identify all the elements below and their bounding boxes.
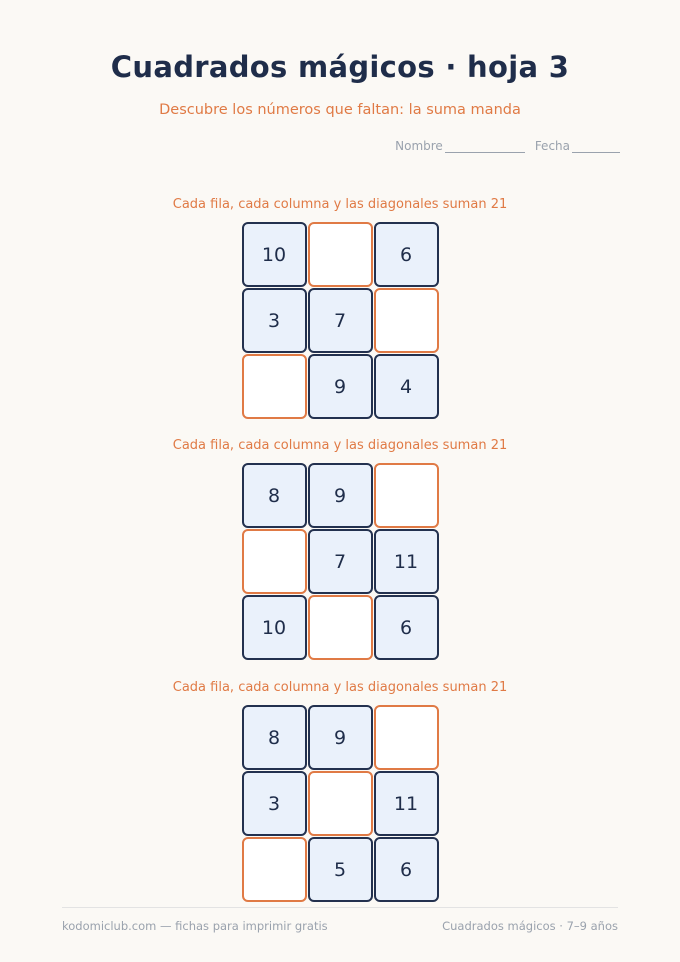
- puzzle-instruction: Cada fila, cada columna y las diagonales suman 21: [172, 438, 508, 453]
- page-subtitle: Descubre los números que faltan: la suma manda: [159, 102, 521, 118]
- name-field[interactable]: [395, 139, 525, 153]
- empty-cell[interactable]: [242, 529, 307, 594]
- empty-cell[interactable]: [242, 354, 307, 419]
- footer-site: kodomiclub.com — fichas para imprimir gratis: [62, 919, 328, 933]
- name-label: Nombre: [395, 139, 443, 153]
- puzzle-instruction: Cada fila, cada columna y las diagonales suman 21: [172, 197, 508, 212]
- magic-square-3: [0, 679, 680, 902]
- given-number-cell: 3: [242, 288, 307, 353]
- given-number-cell: 11: [374, 529, 439, 594]
- name-date-fields: [395, 139, 620, 153]
- date-field[interactable]: [535, 139, 620, 153]
- empty-cell[interactable]: [374, 463, 439, 528]
- given-number-cell: 11: [374, 771, 439, 836]
- given-number-cell: 9: [308, 354, 373, 419]
- given-number-cell: 6: [374, 595, 439, 660]
- empty-cell[interactable]: [308, 771, 373, 836]
- empty-cell[interactable]: [308, 595, 373, 660]
- given-number-cell: 6: [374, 837, 439, 902]
- given-number-cell: 9: [308, 705, 373, 770]
- page-title: Cuadrados mágicos · hoja 3: [110, 50, 570, 84]
- given-number-cell: 4: [374, 354, 439, 419]
- date-line: [572, 142, 620, 153]
- empty-cell[interactable]: [374, 705, 439, 770]
- empty-cell[interactable]: [242, 837, 307, 902]
- puzzle-instruction: Cada fila, cada columna y las diagonales suman 21: [172, 680, 508, 695]
- given-number-cell: 9: [308, 463, 373, 528]
- given-number-cell: 8: [242, 463, 307, 528]
- date-label: Fecha: [534, 139, 570, 153]
- footer-series: Cuadrados mágicos · 7–9 años: [442, 919, 618, 933]
- given-number-cell: 10: [242, 595, 307, 660]
- given-number-cell: 6: [374, 222, 439, 287]
- given-number-cell: 7: [308, 529, 373, 594]
- empty-cell[interactable]: [308, 222, 373, 287]
- name-line: [445, 142, 525, 153]
- magic-square-1: [0, 196, 680, 419]
- magic-square-2: [0, 437, 680, 660]
- footer-divider: [62, 907, 618, 908]
- empty-cell[interactable]: [374, 288, 439, 353]
- given-number-cell: 7: [308, 288, 373, 353]
- given-number-cell: 10: [242, 222, 307, 287]
- given-number-cell: 3: [242, 771, 307, 836]
- given-number-cell: 5: [308, 837, 373, 902]
- magic-square-grid: [242, 463, 439, 660]
- magic-square-grid: [242, 222, 439, 419]
- given-number-cell: 8: [242, 705, 307, 770]
- magic-square-grid: [242, 705, 439, 902]
